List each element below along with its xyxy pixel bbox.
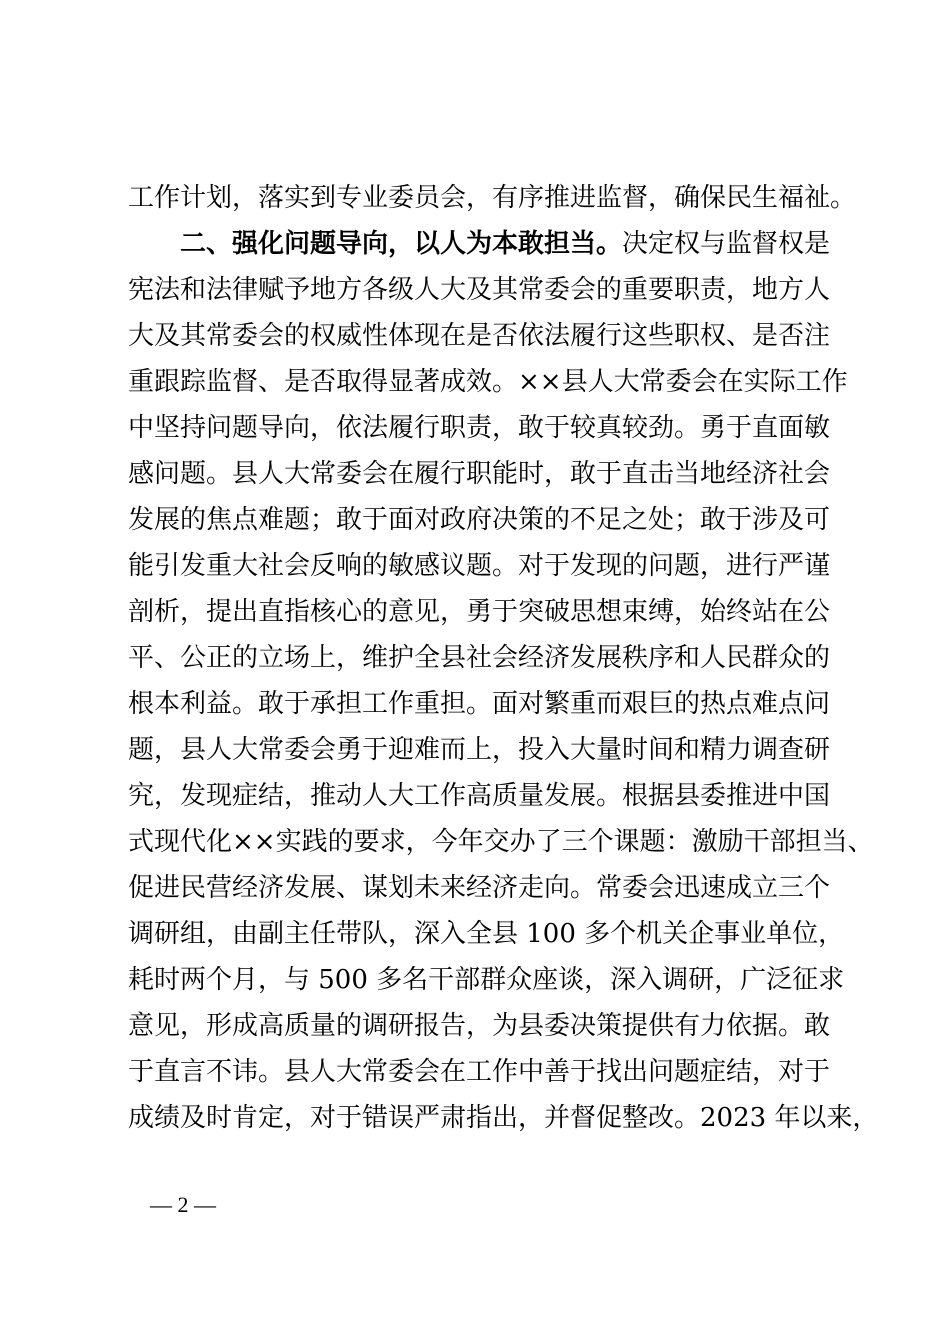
section-heading-rest: 决定权与监督权是 [622,229,831,259]
text-line: 耗时两个月，与 500 多名干部群众座谈，深入调研，广泛征求 [128,965,845,995]
text-line: 究，发现症结，推动人大工作高质量发展。根据县委推进中国 [128,781,831,811]
text-line: 于直言不讳。县人大常委会在工作中善于找出问题症结，对于 [128,1057,831,1087]
text-line: 大及其常委会的权威性体现在是否依法履行这些职权、是否注 [128,321,831,351]
text-line: 式现代化××实践的要求，今年交办了三个课题：激励干部担当、 [128,827,874,857]
text-line: 中坚持问题导向，依法履行职责，敢于较真较劲。勇于直面敏 [128,413,831,443]
text-line: 平、公正的立场上，维护全县社会经济发展秩序和人民群众的 [128,643,831,673]
section-heading: 二、强化问题导向，以人为本敢担当。 [180,229,623,259]
text-line: 重跟踪监督、是否取得显著成效。××县人大常委会在实际工作 [128,367,848,397]
text-line: 题，县人大常委会勇于迎难而上，投入大量时间和精力调查研 [128,735,831,765]
text-line: 发展的焦点难题；敢于面对政府决策的不足之处；敢于涉及可 [128,505,831,535]
text-line: 根本利益。敢于承担工作重担。面对繁重而艰巨的热点难点问 [128,689,831,719]
text-line: 宪法和法律赋予地方各级人大及其常委会的重要职责，地方人 [128,275,831,305]
page-number: — 2 — [150,1192,216,1217]
text-line: 成绩及时肯定，对于错误严肃指出，并督促整改。2023 年以来， [128,1103,879,1133]
text-line: 能引发重大社会反响的敏感议题。对于发现的问题，进行严谨 [128,551,831,581]
text-line: 意见，形成高质量的调研报告，为县委决策提供有力依据。敢 [128,1011,831,1041]
text-line: 剖析，提出直指核心的意见，勇于突破思想束缚，始终站在公 [128,597,831,627]
text-line: 感问题。县人大常委会在履行职能时，敢于直击当地经济社会 [128,459,831,489]
text-line: 工作计划，落实到专业委员会，有序推进监督，确保民生福祉。 [128,183,857,213]
text-line: 促进民营经济发展、谋划未来经济走向。常委会迅速成立三个 [128,873,831,903]
text-line: 调研组，由副主任带队，深入全县 100 多个机关企事业单位， [128,919,845,949]
section-heading-line [180,221,831,267]
